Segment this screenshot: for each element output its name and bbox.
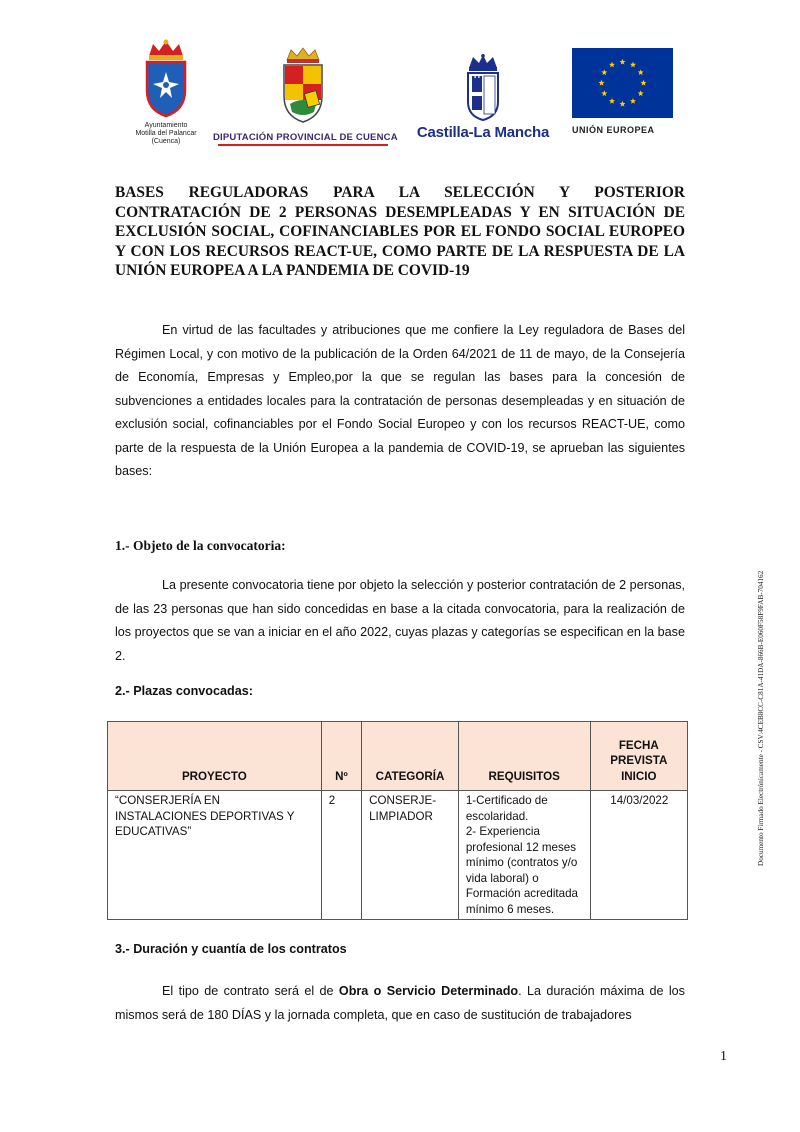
diputacion-caption: DIPUTACIÓN PROVINCIAL DE CUENCA	[213, 132, 398, 143]
section-3-text-after: . La duración máxima de los mismos será de 180 DÍAS y la jornada completa, que en caso de sustitución de trabajadores	[115, 984, 685, 1022]
ayuntamiento-caption-2: Motilla del Palancar	[135, 130, 197, 137]
ayuntamiento-caption-1: Ayuntamiento	[144, 122, 188, 129]
header-fecha	[590, 722, 687, 791]
diputacion-underline	[218, 144, 388, 146]
section-1-heading: 1.- Objeto de la convocatoria:	[115, 538, 286, 553]
castilla-caption: Castilla-La Mancha	[416, 124, 550, 141]
header-fecha-line1: FECHA	[618, 738, 659, 752]
intro-paragraph: En virtud de las facultades y atribuciones que me confiere la Ley reguladora de Bases del Régimen Local, y con motivo de la publicación de la Orden 64/2021 de 11 de mayo, de la Consejería de Economía, Empresas y Empleo,por la que se regulan las bases para la concesión de subvenciones a entidades locales para la contratación de personas desempleadas y en situación de exclusión social, cofinanciables por el Fondo Social Europeo y con los recursos REACT-UE, como parte de la respuesta de la Unión Europea a la pandemia de COVID-19, se aprueban las siguientes bases:	[115, 323, 685, 478]
castilla-la-mancha-logo	[408, 54, 558, 141]
section-2-heading: 2.- Plazas convocadas:	[115, 684, 253, 698]
coat-of-arms-cuenca-icon	[278, 46, 328, 126]
section-3-text-bold: Obra o Servicio Determinado	[338, 984, 519, 998]
cell-fecha: 14/03/2022	[590, 791, 687, 920]
eu-logo	[572, 48, 673, 135]
plazas-table	[107, 721, 688, 920]
coat-of-arms-motilla-icon	[141, 38, 191, 118]
table-row	[108, 791, 688, 920]
cell-proyecto: “CONSERJERÍA EN INSTALACIONES DEPORTIVAS Y EDUCATIVAS”	[108, 791, 322, 920]
requisito-2: 2- Experiencia profesional 12 meses mínimo (contratos y/o vida laboral) o Formación acreditada mínimo 6 meses.	[465, 825, 578, 916]
cell-requisitos	[458, 791, 590, 920]
diputacion-logo	[213, 46, 398, 146]
logo-header	[0, 38, 800, 158]
header-proyecto: PROYECTO	[108, 722, 322, 791]
cell-numero: 2	[321, 791, 361, 920]
ayuntamiento-logo	[130, 38, 202, 146]
section-1-text: La presente convocatoria tiene por objeto la selección y posterior contratación de 2 personas, de las 23 personas que han sido concedidas en base a la citada convocatoria, para la realización de los proyectos que se van a iniciar en el año 2022, cuyas plazas y categorías se especifican en la base 2.	[115, 578, 685, 663]
header-fecha-line3: INICIO	[621, 769, 657, 783]
header-requisitos: REQUISITOS	[458, 722, 590, 791]
page-number: 1	[720, 1049, 727, 1064]
header-fecha-line2: PREVISTA	[610, 754, 668, 767]
section-3-heading: 3.- Duración y cuantía de los contratos	[115, 942, 347, 956]
document-title: BASES REGULADORAS PARA LA SELECCIÓN Y POSTERIOR CONTRATACIÓN DE 2 PERSONAS DESEMPLEADAS Y EN SITUACIÓN DE EXCLUSIÓN SOCIAL, COFINANCIABLES POR EL FONDO SOCIAL EUROPEO Y CON LOS RECURSOS REACT-UE, COMO PARTE DE LA RESPUESTA DE LA UNIÓN EUROPEA A LA PANDEMIA DE COVID-19	[115, 184, 685, 279]
section-3-text	[115, 980, 685, 1027]
requisito-1: 1-Certificado de escolaridad.	[465, 794, 548, 823]
header-numero: Nº	[321, 722, 361, 791]
cell-categoria: CONSERJE-LIMPIADOR	[362, 791, 459, 920]
eu-flag-icon	[572, 48, 673, 118]
ayuntamiento-caption-3: (Cuenca)	[151, 138, 181, 145]
coat-of-arms-castilla-la-mancha-icon	[463, 54, 503, 122]
eu-caption: UNIÓN EUROPEA	[572, 125, 655, 135]
header-categoria: CATEGORÍA	[362, 722, 459, 791]
electronic-signature-note: Documento Firmado Electrónicamente - CSV:4CEB8CC-C81A-41DA-866B-E060F58F9FAB-704162	[757, 570, 765, 866]
table-header-row	[108, 722, 688, 791]
section-3-text-before: El tipo de contrato será el de	[162, 984, 339, 998]
